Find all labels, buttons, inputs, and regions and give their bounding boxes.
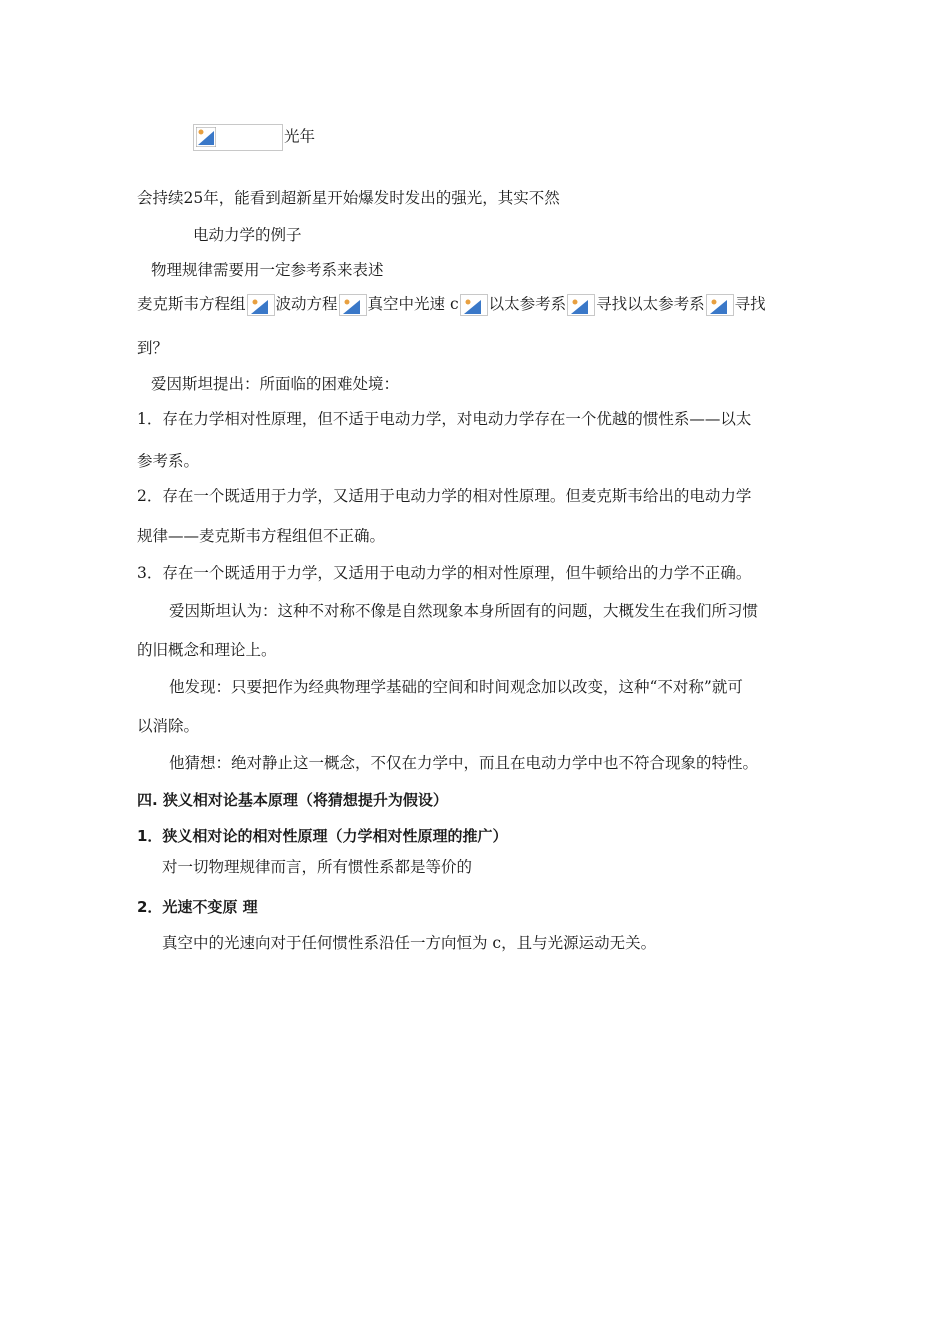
broken-image-icon (706, 294, 734, 316)
equation-row (137, 294, 766, 316)
text-segment: 波动方程 (275, 295, 338, 313)
text-line: 会持续25年，能看到超新星开始爆发时发出的强光，其实不然 (137, 189, 560, 207)
text-line: 对一切物理规律而言，所有惯性系都是等价的 (162, 858, 473, 876)
subsection-heading: 1．狭义相对论的相对性原理（力学相对性原理的推广） (137, 827, 508, 845)
broken-image-icon (460, 294, 488, 316)
text-line: 真空中的光速向对于任何惯性系沿任一方向恒为 c，且与光源运动无关。 (162, 934, 657, 952)
text-line: 到？ (137, 339, 169, 357)
top-formula-row (192, 124, 315, 151)
text-segment: 真空中光速 c (367, 295, 459, 313)
text-line: 他猜想：绝对静止这一概念，不仅在力学中，而且在电动力学中也不符合现象的特性。 (169, 754, 759, 772)
text-line: 他发现：只要把作为经典物理学基础的空间和时间观念加以改变，这种“不对称”就可 (169, 678, 743, 696)
broken-image-icon (193, 124, 283, 151)
text-line: 参考系。 (137, 452, 200, 470)
text-line: 1．存在力学相对性原理，但不适于电动力学，对电动力学存在一个优越的惯性系——以太 (137, 410, 752, 428)
text-line: 的旧概念和理论上。 (137, 641, 277, 659)
text-segment: 寻找以太参考系 (596, 295, 705, 313)
text-line: 以消除。 (137, 717, 200, 735)
text-segment: 寻找 (734, 295, 766, 313)
text-line: 物理规律需要用一定参考系来表述 (151, 261, 384, 279)
text-line: 3．存在一个既适用于力学，又适用于电动力学的相对性原理，但牛顿给出的力学不正确。 (137, 564, 752, 582)
text-line: 爱因斯坦提出：所面临的困难处境： (151, 375, 400, 393)
section-heading: 四. 狭义相对论基本原理（将猜想提升为假设） (137, 791, 448, 809)
broken-image-icon (339, 294, 367, 316)
text-line: 爱因斯坦认为：这种不对称不像是自然现象本身所固有的问题，大概发生在我们所习惯 (169, 602, 759, 620)
text-line: 2．存在一个既适用于力学，又适用于电动力学的相对性原理。但麦克斯韦给出的电动力学 (137, 487, 752, 505)
text-line: 规律——麦克斯韦方程组但不正确。 (137, 527, 386, 545)
text-segment: 麦克斯韦方程组 (137, 295, 246, 313)
text-line: 电动力学的例子 (193, 226, 302, 244)
broken-image-icon (567, 294, 595, 316)
unit-label: 光年 (284, 127, 316, 146)
text-segment: 以太参考系 (488, 295, 567, 313)
subsection-heading: 2．光速不变原 理 (137, 898, 258, 916)
broken-image-icon (247, 294, 275, 316)
